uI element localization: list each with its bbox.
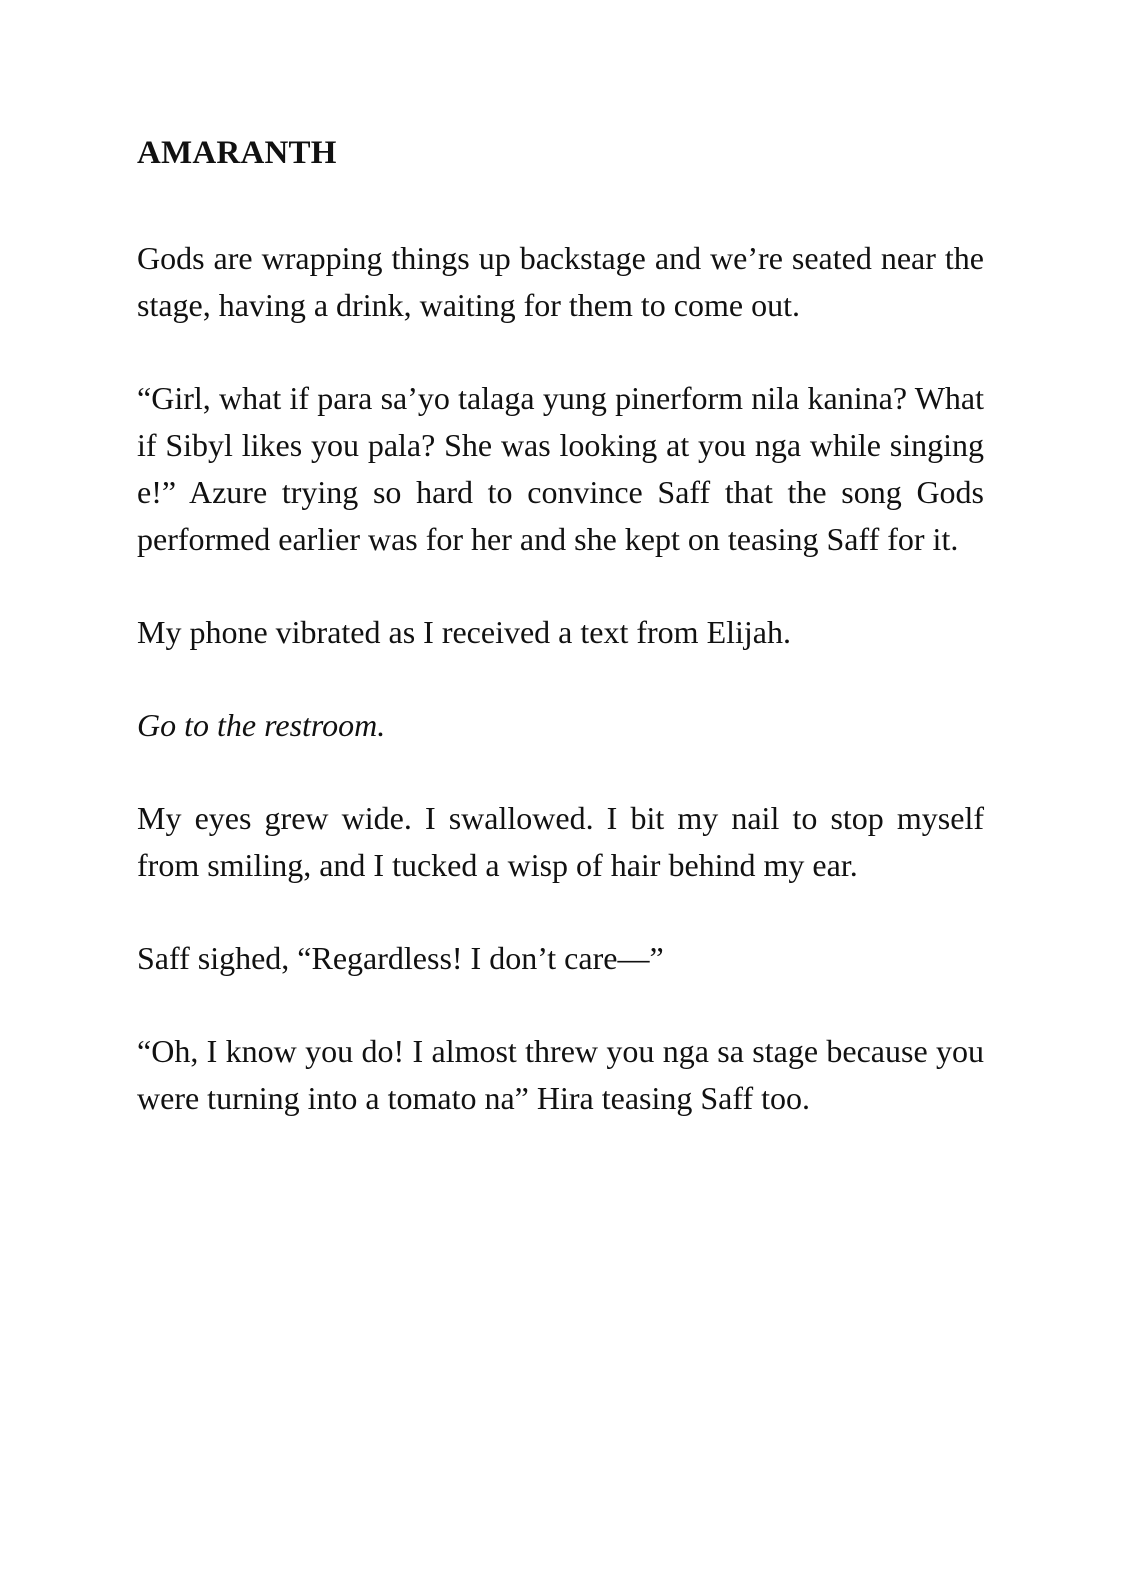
document-body <box>137 128 984 1168</box>
paragraph-hira-teasing: “Oh, I know you do! I almost threw you nga sa stage because you were turning into a tomato na” Hira teasing Saff too. <box>137 1033 984 1116</box>
paragraph-eyes-grew-wide: My eyes grew wide. I swallowed. I bit my nail to stop myself from smiling, and I tucked a wisp of hair behind my ear. <box>137 800 984 883</box>
chapter-title: AMARANTH <box>137 135 337 171</box>
paragraph-saff-sighed: Saff sighed, “Regardless! I don’t care—” <box>137 940 664 976</box>
text-message: Go to the restroom. <box>137 707 386 743</box>
paragraph-backstage: Gods are wrapping things up backstage and we’re seated near the stage, having a drink, waiting for them to come out. <box>137 240 984 323</box>
paragraph-azure-teasing: “Girl, what if para sa’yo talaga yung pinerform nila kanina? What if Sibyl likes you pala? She was looking at you nga while singing e!” Azure trying so hard to convince Saff that the song Gods performed earlier was for her and she kept on teasing Saff for it. <box>137 380 984 557</box>
paragraph-phone-vibrated: My phone vibrated as I received a text from Elijah. <box>137 614 791 650</box>
